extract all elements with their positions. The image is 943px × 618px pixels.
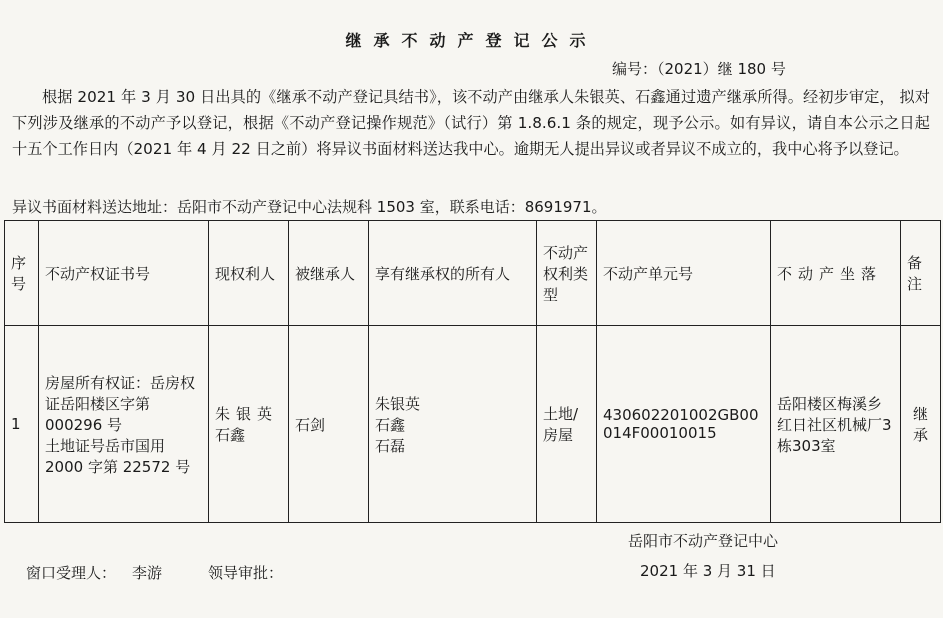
document-number: 编号：（2021）继 180 号	[612, 60, 786, 78]
cell-unit-no: 430602201002GB00014F00010015	[597, 326, 771, 523]
cert-land: 土地证号岳市国用 2000 字第 22572 号	[45, 436, 191, 476]
header-heirs: 享有继承权的所有人	[369, 221, 537, 326]
header-cert-no: 不动产权证书号	[39, 221, 209, 326]
receiver-name: 李游	[132, 564, 163, 582]
table-header-row	[5, 221, 941, 326]
cell-decedent: 石剑	[289, 326, 369, 523]
header-decedent: 被继承人	[289, 221, 369, 326]
window-receiver	[26, 562, 162, 583]
heir-name: 朱银英	[375, 394, 421, 413]
objection-address: 异议书面材料送达地址：岳阳市不动产登记中心法规科 1503 室，联系电话：8691971。	[12, 198, 607, 216]
cell-remark: 继承	[901, 326, 941, 523]
heir-name: 石磊	[375, 436, 406, 455]
header-unit-no: 不动产单元号	[597, 221, 771, 326]
heir-name: 石鑫	[375, 415, 406, 434]
cell-location: 岳阳楼区梅溪乡红日社区机械厂3栋303室	[771, 326, 901, 523]
header-seq: 序号	[5, 221, 39, 326]
cell-cert-no	[39, 326, 209, 523]
header-remark: 备注	[901, 221, 941, 326]
header-right-type: 不动产权利类型	[537, 221, 597, 326]
receiver-label: 窗口受理人：	[26, 564, 117, 582]
current-owner-name: 石鑫	[215, 426, 246, 444]
notice-title: 继承不动产登记公示	[345, 31, 598, 50]
cell-right-type: 土地/房屋	[537, 326, 597, 523]
leader-approval-label: 领导审批：	[208, 564, 284, 582]
notice-body-paragraph: 根据 2021 年 3 月 30 日出具的《继承不动产登记具结书》，该不动产由继承人朱银英、石鑫通过遗产继承所得。经初步审定， 拟对下列涉及继承的不动产予以登记，根据《不动产登记操作规范》（试行）第 1.8.6.1 条的规定，现予公示。如有异议，请自本公示之日起十五个工作日内（2021 年 4 月 22 日之前）将异议书面材料送达我中心。逾期无人提出异议或者异议不成立的，我中心将予以登记。	[12, 88, 930, 158]
header-current-owner: 现权利人	[209, 221, 289, 326]
cell-seq: 1	[5, 326, 39, 523]
current-owner-name: 朱银英	[215, 405, 279, 423]
issue-date: 2021 年 3 月 31 日	[640, 562, 776, 580]
property-table	[4, 220, 941, 523]
issuing-organization: 岳阳市不动产登记中心	[628, 532, 779, 550]
table-row	[5, 326, 941, 523]
header-location: 不动产坐落	[771, 221, 901, 326]
cell-current-owner	[209, 326, 289, 523]
cert-house: 房屋所有权证：岳房权证岳阳楼区字第 000296 号	[45, 373, 196, 434]
cell-heirs	[369, 326, 537, 523]
